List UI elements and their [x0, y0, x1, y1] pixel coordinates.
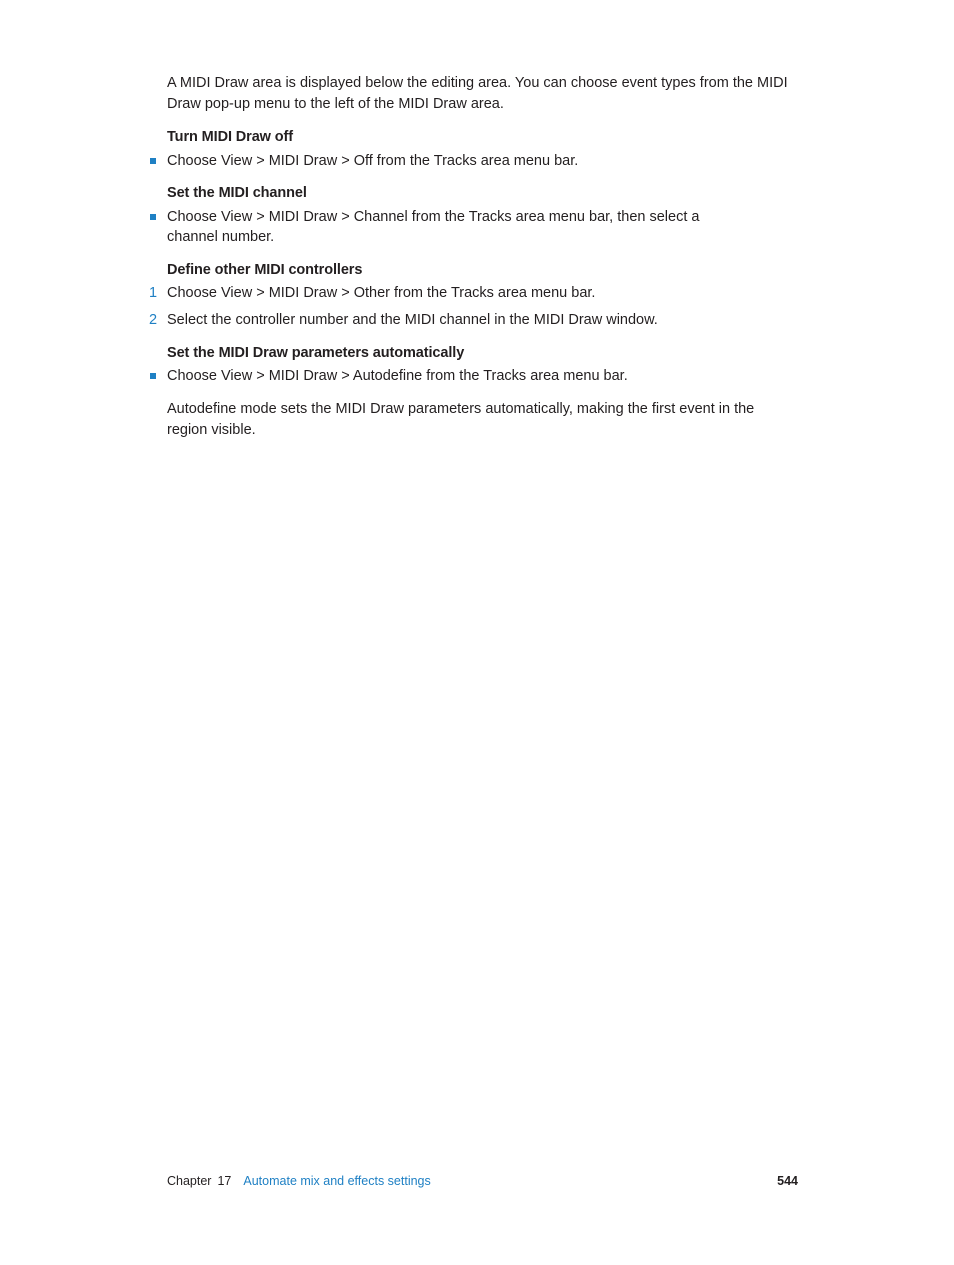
footer-page-number: 544 [777, 1174, 798, 1188]
numbered-step [146, 310, 786, 330]
footer-chapter-label: Chapter [167, 1174, 212, 1188]
footer-chapter-number: 17 [217, 1174, 232, 1188]
bullet-item-text: Choose View > MIDI Draw > Off from the Tracks area menu bar. [167, 153, 579, 169]
section-heading-other-controllers: Define other MIDI controllers [167, 262, 363, 278]
bullet-marker [146, 207, 167, 247]
bullet-item [146, 207, 706, 247]
bullet-item-text: Choose View > MIDI Draw > Channel from the Tracks area menu bar, then select a channel number. [167, 209, 700, 245]
square-bullet-icon [150, 373, 156, 379]
section-heading-autodefine: Set the MIDI Draw parameters automatically [167, 345, 465, 361]
square-bullet-icon [150, 214, 156, 220]
step-text: Select the controller number and the MIDI channel in the MIDI Draw window. [167, 312, 658, 328]
bullet-item-text: Choose View > MIDI Draw > Autodefine from the Tracks area menu bar. [167, 368, 628, 384]
step-number-marker [146, 310, 167, 330]
page-footer [167, 1172, 798, 1190]
section-heading-turn-off: Turn MIDI Draw off [167, 129, 294, 145]
intro-paragraph: A MIDI Draw area is displayed below the editing area. You can choose event types from the MIDI Draw pop-up menu to the left of the MIDI Draw area. [167, 75, 788, 112]
section-heading-midi-channel: Set the MIDI channel [167, 185, 307, 201]
bullet-marker [146, 151, 167, 171]
bullet-marker [146, 366, 167, 386]
step-number-marker [146, 283, 167, 303]
autodefine-note: Autodefine mode sets the MIDI Draw parameters automatically, making the first event in the region visible. [167, 401, 755, 438]
numbered-step [146, 283, 786, 303]
step-number: 1 [149, 285, 158, 301]
bullet-item [146, 151, 786, 171]
step-text: Choose View > MIDI Draw > Other from the Tracks area menu bar. [167, 285, 596, 301]
square-bullet-icon [150, 158, 156, 164]
bullet-item [146, 366, 786, 386]
footer-chapter-title-link[interactable]: Automate mix and effects settings [243, 1174, 431, 1188]
step-number: 2 [149, 312, 158, 328]
